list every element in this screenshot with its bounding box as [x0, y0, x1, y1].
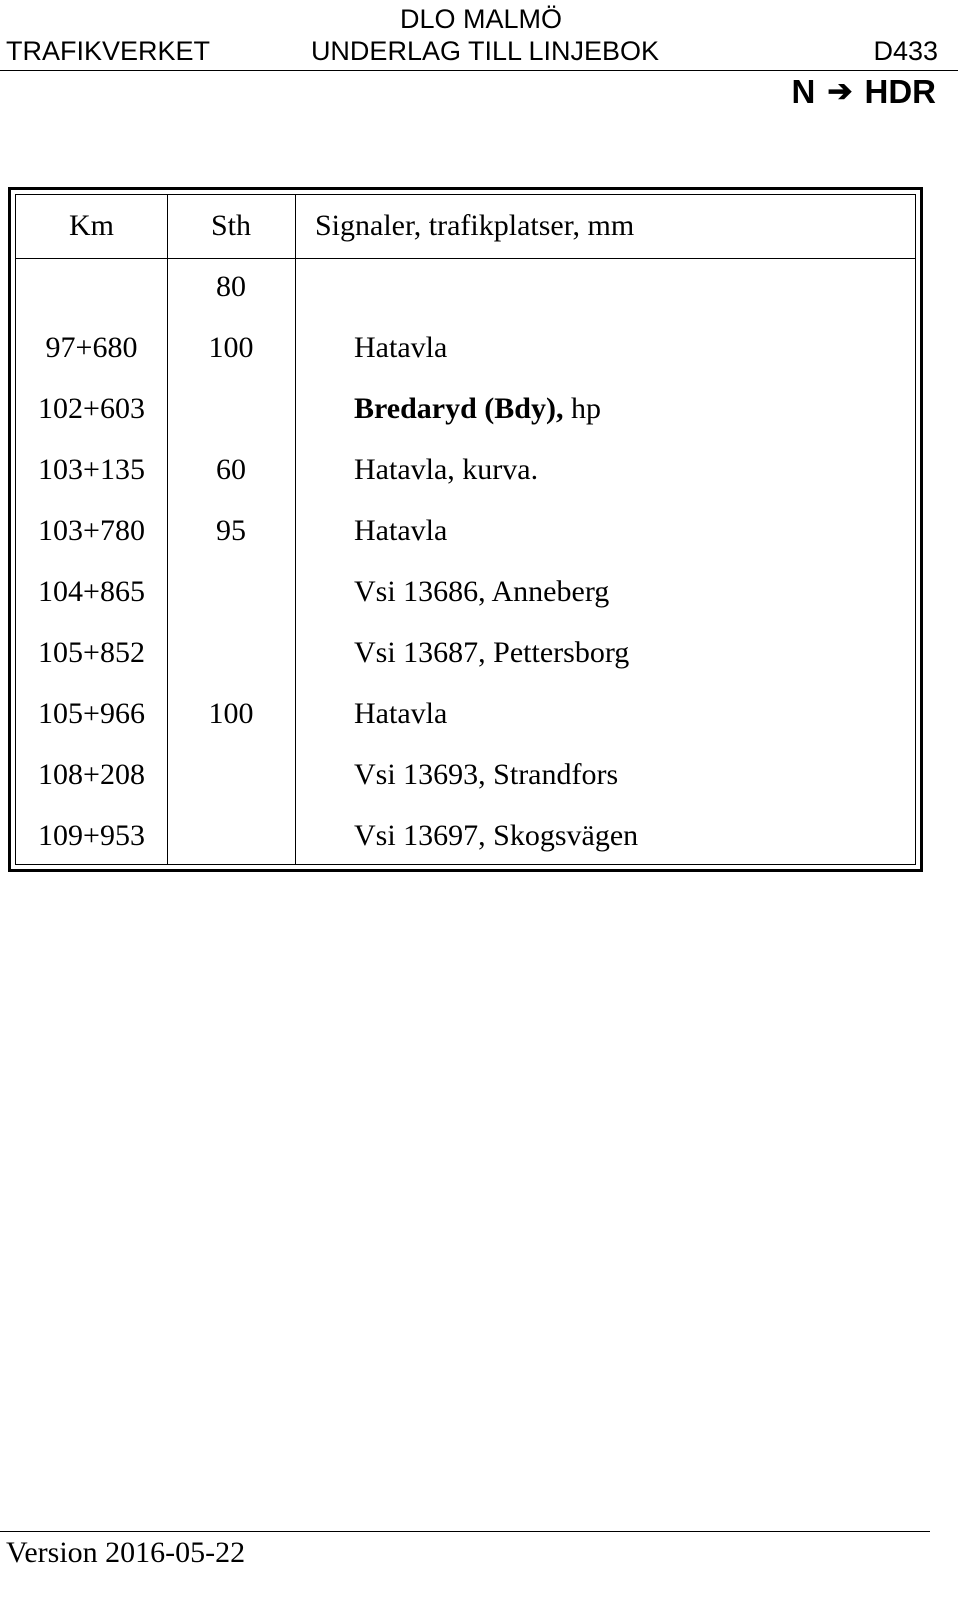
document-title: UNDERLAG TILL LINJEBOK	[310, 36, 660, 66]
row-9-km: 109+953	[38, 819, 145, 852]
row-7-sth: 100	[208, 697, 254, 730]
row-8-signal: Vsi 13693, Strandfors	[354, 758, 619, 791]
row-5-km: 104+865	[38, 575, 145, 608]
direction-from: N	[791, 73, 816, 110]
direction-label	[792, 72, 936, 112]
row-6-km: 105+852	[38, 636, 145, 669]
row-7-km: 105+966	[38, 697, 145, 730]
column-divider-sth	[295, 195, 296, 864]
line-table-inner-border	[15, 194, 916, 865]
row-1-km: 97+680	[45, 331, 138, 364]
footer-divider	[0, 1531, 930, 1532]
row-2-km: 102+603	[38, 392, 145, 425]
row-8-km: 108+208	[38, 758, 145, 791]
row-4-sth: 95	[216, 514, 246, 547]
row-3-km: 103+135	[38, 453, 145, 486]
line-table	[8, 187, 923, 872]
row-4-km: 103+780	[38, 514, 145, 547]
column-header-sth: Sth	[210, 209, 252, 242]
document-unit: DLO MALMÖ	[400, 4, 563, 34]
row-7-signal: Hatavla	[354, 697, 448, 730]
row-9-signal: Vsi 13697, Skogsvägen	[354, 819, 639, 852]
row-6-signal: Vsi 13687, Pettersborg	[354, 636, 630, 669]
row-0-sth: 80	[216, 270, 246, 303]
row-3-sth: 60	[216, 453, 246, 486]
row-1-sth: 100	[208, 331, 254, 364]
version-label: Version 2016-05-22	[6, 1536, 246, 1569]
row-4-signal: Hatavla	[354, 514, 448, 547]
direction-to: HDR	[864, 73, 936, 110]
arrow-right-icon: ➔	[827, 75, 853, 108]
document-code: D433	[873, 36, 938, 66]
column-header-signals: Signaler, trafikplatser, mm	[315, 209, 635, 242]
column-header-km: Km	[69, 209, 114, 242]
header-divider	[0, 70, 958, 71]
row-5-signal: Vsi 13686, Anneberg	[354, 575, 610, 608]
organization-name: TRAFIKVERKET	[6, 36, 211, 66]
row-2-signal: Bredaryd (Bdy), hp	[354, 392, 601, 425]
table-header-divider	[16, 258, 915, 259]
row-1-signal: Hatavla	[354, 331, 448, 364]
row-3-signal: Hatavla, kurva.	[354, 453, 539, 486]
